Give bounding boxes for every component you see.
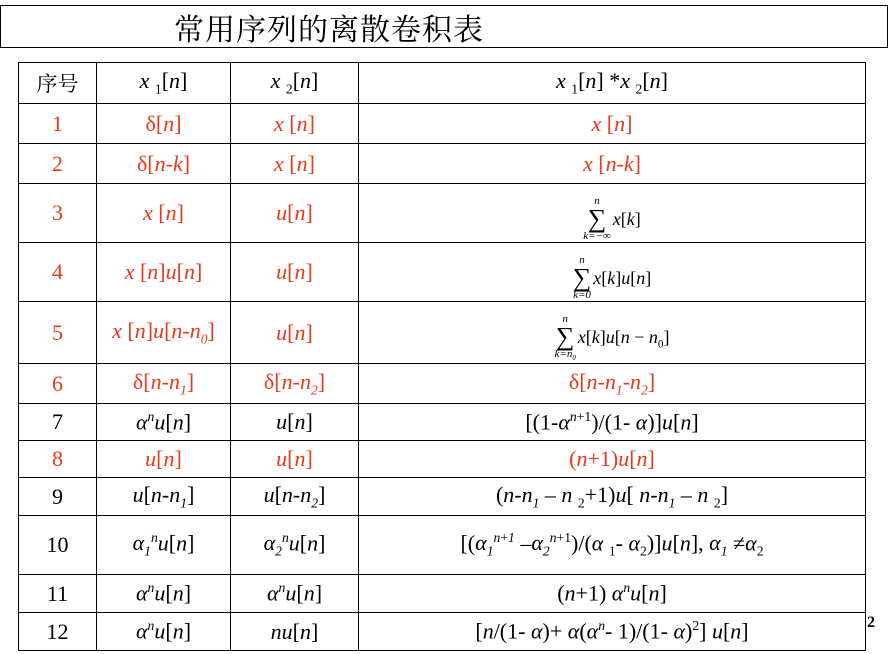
table-row bbox=[19, 478, 866, 516]
row-number: 5 bbox=[19, 302, 97, 364]
cell-x2: $\alpha_2^nu[n]$ bbox=[231, 516, 359, 575]
cell-result: x [n] bbox=[359, 104, 866, 144]
table-row bbox=[19, 184, 866, 243]
cell-result: [n/(1- $\alpha)+ \alpha(\alpha^n-$ 1)/(1- α)$^2$] u[n] bbox=[359, 613, 866, 651]
row-number: 2 bbox=[19, 144, 97, 184]
table-row bbox=[19, 243, 866, 302]
cell-x1: u[n] bbox=[97, 441, 231, 478]
cell-x1: x [n]u[n] bbox=[97, 243, 231, 302]
header-x2: x $_2$[n] bbox=[231, 63, 359, 104]
cell-result: (n+1) $\alpha^nu[n]$ bbox=[359, 575, 866, 613]
cell-x1: $\alpha^nu[n]$ bbox=[97, 575, 231, 613]
row-number: 1 bbox=[19, 104, 97, 144]
cell-x1: $\alpha^nu[n]$ bbox=[97, 404, 231, 441]
cell-result: n ∑ k=0 x[k]u[n] bbox=[359, 243, 866, 302]
table-row bbox=[19, 104, 866, 144]
table-row bbox=[19, 441, 866, 478]
cell-x1: δ[n-k] bbox=[97, 144, 231, 184]
row-number: 7 bbox=[19, 404, 97, 441]
title-bar bbox=[0, 5, 888, 48]
cell-x2: x [n] bbox=[231, 104, 359, 144]
row-number: 8 bbox=[19, 441, 97, 478]
cell-x2: nu[n] bbox=[231, 613, 359, 651]
cell-x2: u[n] bbox=[231, 302, 359, 364]
cell-x2: x [n] bbox=[231, 144, 359, 184]
cell-x2: u[n] bbox=[231, 404, 359, 441]
table-row bbox=[19, 364, 866, 404]
table-row bbox=[19, 404, 866, 441]
table-row bbox=[19, 613, 866, 651]
cell-x2: $\alpha^nu[n]$ bbox=[231, 575, 359, 613]
row-number: 12 bbox=[19, 613, 97, 651]
header-x1: x $_1$[n] bbox=[97, 63, 231, 104]
cell-x2: u[n] bbox=[231, 184, 359, 243]
cell-x1: x $[n]u[n-n_0]$ bbox=[97, 302, 231, 364]
cell-result: (n+1)u[n] bbox=[359, 441, 866, 478]
table-header-row bbox=[19, 63, 866, 104]
cell-x2: u[n] bbox=[231, 441, 359, 478]
cell-result: [$(1-\alpha^{n+1})/(1-$ α)]u[n] bbox=[359, 404, 866, 441]
header-result: x $_1$[n] *x $_2$[n] bbox=[359, 63, 866, 104]
row-number: 3 bbox=[19, 184, 97, 243]
table-row bbox=[19, 575, 866, 613]
row-number: 6 bbox=[19, 364, 97, 404]
cell-result: x [n-k] bbox=[359, 144, 866, 184]
page-number: 2 bbox=[867, 614, 875, 631]
cell-result: [($\alpha_1^{n+1}$ $-\alpha_2^{n+1})/(\alpha$ $_1$- $\alpha_2)]u[n]$, $\alpha_1 \ne\alpha_2$ bbox=[359, 516, 866, 575]
cell-result: $\delta[n-n_1-n_2]$ bbox=[359, 364, 866, 404]
cell-x1: $\delta[n-n_1]$ bbox=[97, 364, 231, 404]
header-index: 序号 bbox=[19, 63, 97, 104]
convolution-table bbox=[18, 62, 866, 651]
cell-x1: $u[n-n_1]$ bbox=[97, 478, 231, 516]
cell-x2: u[n] bbox=[231, 243, 359, 302]
table-row bbox=[19, 144, 866, 184]
table-row bbox=[19, 302, 866, 364]
cell-x2: $\delta[n-n_2]$ bbox=[231, 364, 359, 404]
cell-x1: x [n] bbox=[97, 184, 231, 243]
cell-x1: $\alpha^nu[n]$ bbox=[97, 613, 231, 651]
cell-x1: δ[n] bbox=[97, 104, 231, 144]
row-number: 9 bbox=[19, 478, 97, 516]
table-row bbox=[19, 516, 866, 575]
cell-result: ($n-n_1$ – n $_2$+1)u[ $n-n_1$ – n $_2$] bbox=[359, 478, 866, 516]
cell-x1: $\alpha_1^nu[n]$ bbox=[97, 516, 231, 575]
cell-result: n ∑ k=−∞ x[k] bbox=[359, 184, 866, 243]
cell-x2: $u[n-n_2]$ bbox=[231, 478, 359, 516]
page-title: 常用序列的离散卷积表 bbox=[174, 13, 484, 48]
row-number: 4 bbox=[19, 243, 97, 302]
row-number: 10 bbox=[19, 516, 97, 575]
row-number: 11 bbox=[19, 575, 97, 613]
cell-result: n ∑ $k=n_0$ $x[k]u[n - n_0]$ bbox=[359, 302, 866, 364]
